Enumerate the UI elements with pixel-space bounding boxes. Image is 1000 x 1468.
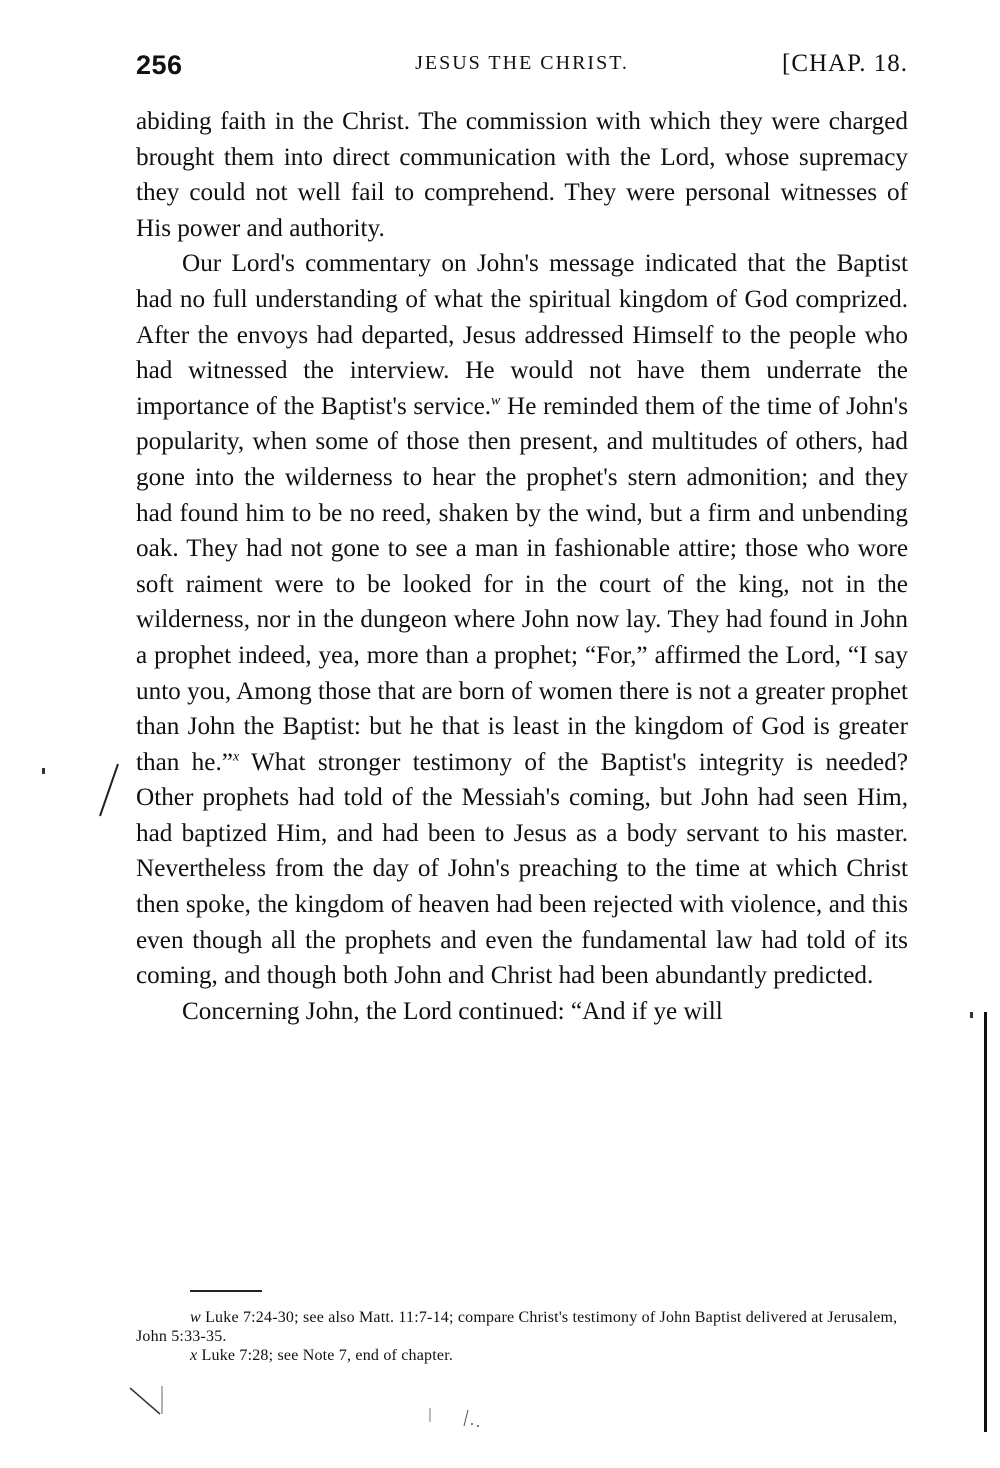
page-number: 256 <box>136 50 183 80</box>
margin-pencil-slash <box>92 760 126 820</box>
running-head <box>136 50 908 90</box>
footnotes <box>136 1308 916 1365</box>
footnote-rule <box>190 1290 262 1292</box>
footnote-ref-x[interactable]: x <box>232 749 240 765</box>
footnote-ref-w[interactable]: w <box>491 393 501 409</box>
corner-pencil-mark <box>126 1380 176 1420</box>
footnote-x <box>136 1346 916 1365</box>
paragraph-2-text-c: What stronger testimony of the Baptist's integrity is needed? Other prophets had told of the Messiah's coming, but John had seen Him, had baptized Him, and had been to Jesus as a body servant to his master. Nevertheless from the day of John's preaching to the time at which Christ then spoke, the kingdom of heaven had been rejected with violence, and this even though all the prophets and even the fundamental law had told of its coming, and though both John and Christ had been abundantly predicted. <box>136 748 908 990</box>
footnote-w-text: Luke 7:24-30; see also Matt. 11:7-14; compare Christ's testimony of John Baptist delivered at Jerusalem, John 5:33-35. <box>136 1309 898 1345</box>
margin-dot-right <box>970 1012 973 1018</box>
running-title: JESUS THE CHRIST. <box>415 52 629 74</box>
footnote-w-mark: w <box>190 1309 201 1326</box>
margin-dot <box>42 768 45 774</box>
paragraph-3: Concerning John, the Lord continued: “And if ye will <box>182 997 723 1025</box>
bottom-smudge-mark <box>428 1402 488 1432</box>
paragraph-2-text-a: Our Lord's commentary on John's message indicated that the Baptist had no full understanding of what the spiritual kingdom of God comprized. After the envoys had departed, Jesus addressed Himself to the people who had witnessed the interview. He would not have them underrate the importance of the Baptist's service. <box>136 250 908 420</box>
body-text <box>136 104 908 1029</box>
footnote-x-text: Luke 7:28; see Note 7, end of chapter. <box>201 1347 454 1364</box>
margin-pencil-bar <box>984 1012 987 1432</box>
footnote-w <box>136 1308 916 1346</box>
paragraph-1: abiding faith in the Christ. The commission with which they were charged brought them into direct communication with the Lord, whose supremacy they could not well fail to comprehend. They were personal witnesses of His power and authority. <box>136 108 908 242</box>
footnote-x-mark: x <box>190 1347 198 1364</box>
paragraph-2-text-b: He reminded them of the time of John's popularity, when some of those then present, and multitudes of others, had gone into the wilderness to hear the prophet's stern admonition; and they had found him to be no reed, shaken by the wind, but a firm and unbending oak. They had not gone to see a man in fashionable attire; those who wore soft raiment were to be looked for in the court of the king, not in the wilderness, nor in the dungeon where John now lay. They had found in John a prophet indeed, yea, more than a prophet; “For,” affirmed the Lord, “I say unto you, Among those that are born of women there is not a greater prophet than John the Baptist: but he that is least in the kingdom of God is greater than he.” <box>136 392 908 776</box>
chapter-label: [CHAP. 18. <box>782 50 908 77</box>
paragraph-2 <box>136 246 908 993</box>
